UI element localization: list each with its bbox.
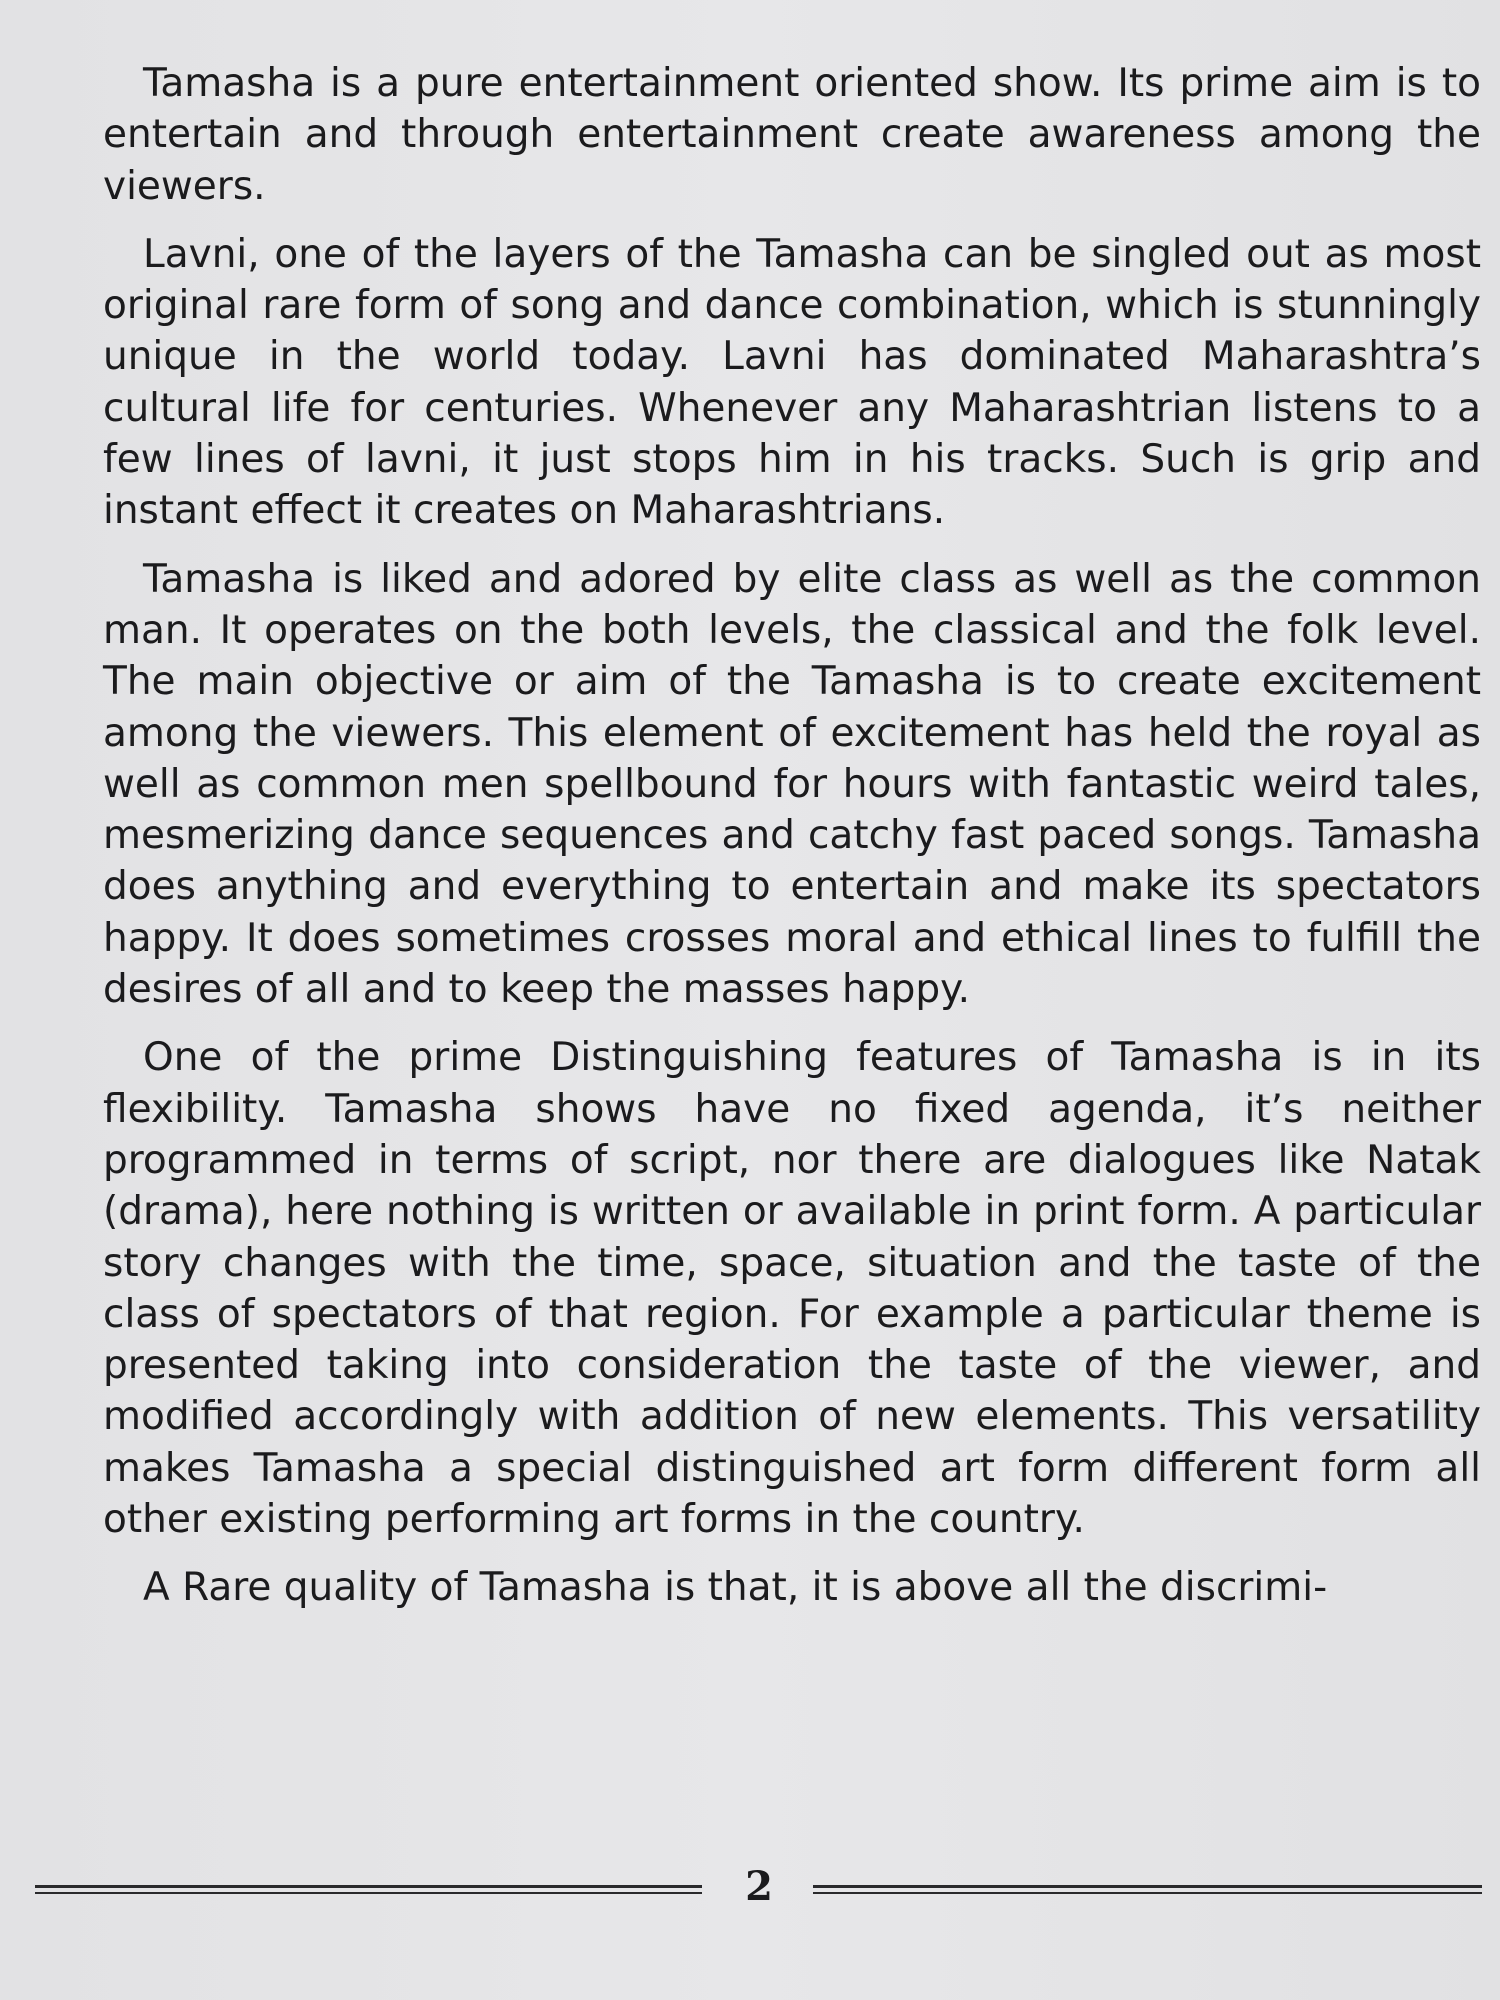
- footer-rule-left: [35, 1885, 702, 1888]
- paragraph-elite-class: Tamasha is liked and adored by elite class as well as the common man. It operates on the both levels, the classical and the folk level. The main objective or aim of the Tamasha is to create excitement among the viewers. This element of excitement has held the royal as well as common men spellbound for hours with fantastic weird tales, mesmerizing dance sequences and catchy fast paced songs. Tamasha does anything and everything to entertain and make its spectators happy. It does sometimes crosses moral and ethical lines to fulfill the desires of all and to keep the masses happy.: [103, 556, 1481, 1013]
- footer-rule-right: [813, 1885, 1482, 1888]
- paragraph-rare-quality: A Rare quality of Tamasha is that, it is above all the discrimi-: [143, 1565, 1328, 1611]
- paragraph-tamasha-intro: Tamasha is a pure entertainment oriented show. Its prime aim is to entertain and through entertainment create awareness among the viewers.: [103, 61, 1481, 209]
- page-footer: [35, 1863, 1482, 1913]
- paragraph-flexibility: One of the prime Distinguishing features of Tamasha is in its flexibility. Tamasha shows have no fixed agenda, it’s neither programmed in terms of script, nor there are dialogues like Natak (drama), here nothing is written or available in print form. A particular story changes with the time, space, situation and the taste of the class of spectators of that region. For example a particular theme is presented taking into consideration the taste of the viewer, and modified accordingly with addition of new elements. This versatility makes Tamasha a special distinguished art form different form all other existing performing art forms in the country.: [103, 1035, 1481, 1543]
- page-number: 2: [745, 1863, 773, 1910]
- body-text: [103, 58, 1481, 1631]
- paragraph-lavni: Lavni, one of the layers of the Tamasha can be singled out as most original rare form of song and dance combination, which is stunningly unique in the world today. Lavni has dominated Maharashtra’s cultural life for centuries. Whenever any Maharashtrian listens to a few lines of lavni, it just stops him in his tracks. Such is grip and instant effect it creates on Maharashtrians.: [103, 231, 1481, 534]
